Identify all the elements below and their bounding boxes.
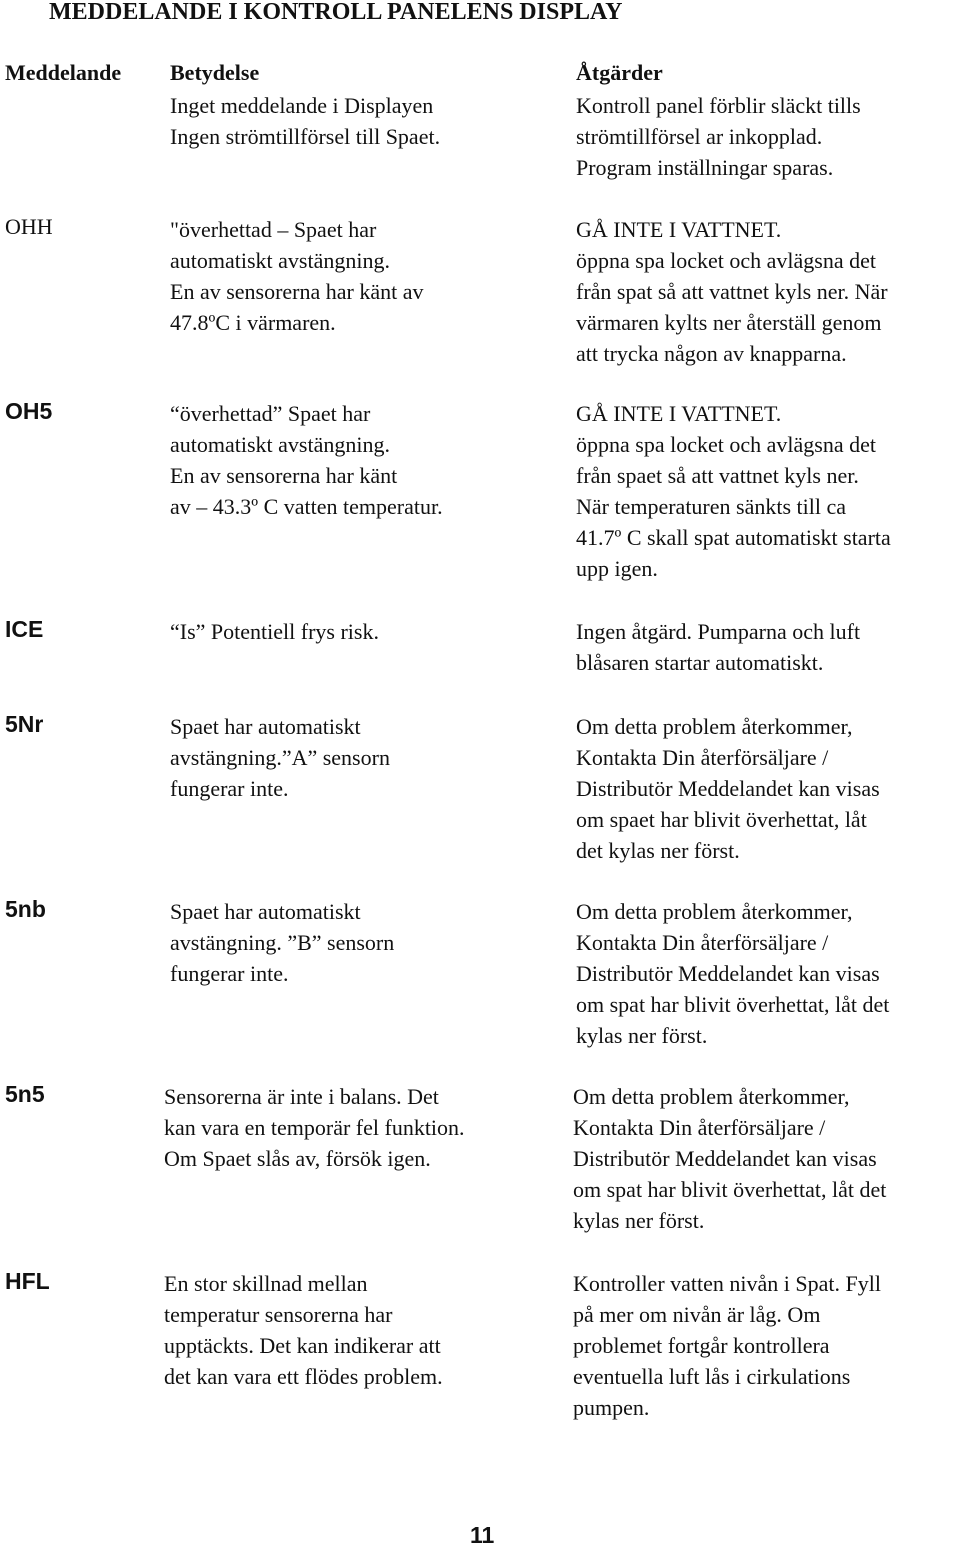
message-code: 5nb — [5, 896, 46, 922]
action-line: om spat har blivit överhettat, låt det — [576, 992, 890, 1017]
action-line: GÅ INTE I VATTNET. — [576, 217, 782, 242]
page-number: 11 — [470, 1522, 495, 1548]
meaning-line: En stor skillnad mellan — [164, 1271, 368, 1296]
meaning-line: “Is” Potentiell frys risk. — [170, 619, 379, 644]
header-meaning: Betydelse — [170, 60, 260, 85]
meaning-text — [164, 1081, 465, 1174]
action-line: från spaet så att vattnet kyls ner. — [576, 463, 859, 488]
action-line: Program inställningar sparas. — [576, 155, 834, 180]
meaning-line: temperatur sensorerna har — [164, 1302, 393, 1327]
action-line: Kontakta Din återförsäljare / — [576, 930, 829, 955]
action-line: öppna spa locket och avlägsna det — [576, 432, 876, 457]
action-text — [576, 711, 880, 866]
action-line: Kontroller vatten nivån i Spat. Fyll — [573, 1271, 881, 1296]
action-line: Distributör Meddelandet kan visas — [576, 776, 880, 801]
action-line: strömtillförsel ar inkopplad. — [576, 124, 823, 149]
meaning-line: kan vara en temporär fel funktion. — [164, 1115, 465, 1140]
action-text — [576, 90, 861, 183]
message-code: OHH — [5, 214, 53, 239]
action-line: Kontroll panel förblir släckt tills — [576, 93, 861, 118]
meaning-line: avstängning.”A” sensorn — [170, 745, 390, 770]
message-code: 5Nr — [5, 711, 44, 737]
action-line: Om detta problem återkommer, — [576, 899, 853, 924]
action-line: Distributör Meddelandet kan visas — [576, 961, 880, 986]
action-line: kylas ner först. — [576, 1023, 708, 1048]
meaning-line: automatiskt avstängning. — [170, 432, 390, 457]
meaning-line: Spaet har automatiskt — [170, 714, 361, 739]
meaning-line: "överhettad – Spaet har — [170, 217, 377, 242]
action-line: Distributör Meddelandet kan visas — [573, 1146, 877, 1171]
meaning-text — [170, 711, 390, 804]
action-line: problemet fortgår kontrollera — [573, 1333, 830, 1358]
meaning-text — [164, 1268, 443, 1392]
action-line: Ingen åtgärd. Pumparna och luft — [576, 619, 861, 644]
meaning-line: Ingen strömtillförsel till Spaet. — [170, 124, 441, 149]
meaning-line: En av sensorerna har känt — [170, 463, 398, 488]
meaning-line: Om Spaet slås av, försök igen. — [164, 1146, 431, 1171]
action-text — [576, 896, 889, 1051]
action-line: på mer om nivån är låg. Om — [573, 1302, 821, 1327]
meaning-line: fungerar inte. — [170, 776, 289, 801]
meaning-text — [170, 90, 440, 152]
meaning-line: Spaet har automatiskt — [170, 899, 361, 924]
meaning-text — [170, 896, 394, 989]
action-text — [576, 398, 891, 584]
meaning-line: upptäckts. Det kan indikerar att — [164, 1333, 441, 1358]
action-line: blåsaren startar automatiskt. — [576, 650, 824, 675]
message-code: OH5 — [5, 398, 53, 424]
action-line: upp igen. — [576, 556, 658, 581]
meaning-line: avstängning. ”B” sensorn — [170, 930, 395, 955]
action-text — [576, 616, 860, 678]
meaning-line: Inget meddelande i Displayen — [170, 93, 434, 118]
meaning-line: 47.8ºC i värmaren. — [170, 310, 336, 335]
action-line: pumpen. — [573, 1395, 650, 1420]
action-line: om spat har blivit överhettat, låt det — [573, 1177, 887, 1202]
meaning-text — [170, 398, 443, 522]
action-line: det kylas ner först. — [576, 838, 740, 863]
action-line: värmaren kylts ner återställ genom — [576, 310, 882, 335]
header-action: Åtgärder — [576, 60, 663, 85]
action-line: 41.7º C skall spat automatiskt starta — [576, 525, 891, 550]
meaning-line: av – 43.3º C vatten temperatur. — [170, 494, 443, 519]
action-line: att trycka någon av knapparna. — [576, 341, 847, 366]
message-code: 5n5 — [5, 1081, 45, 1107]
action-line: Om detta problem återkommer, — [573, 1084, 850, 1109]
action-text — [573, 1268, 881, 1423]
meaning-text — [170, 214, 424, 338]
action-line: GÅ INTE I VATTNET. — [576, 401, 782, 426]
meaning-line: fungerar inte. — [170, 961, 289, 986]
action-line: öppna spa locket och avlägsna det — [576, 248, 876, 273]
meaning-text — [170, 616, 379, 647]
action-text — [573, 1081, 886, 1236]
message-code: ICE — [5, 616, 44, 642]
action-line: eventuella luft lås i cirkulations — [573, 1364, 851, 1389]
meaning-line: En av sensorerna har känt av — [170, 279, 424, 304]
meaning-line: “överhettad” Spaet har — [170, 401, 371, 426]
header-message: Meddelande — [5, 60, 122, 85]
action-line: kylas ner först. — [573, 1208, 705, 1233]
action-line: från spat så att vattnet kyls ner. När — [576, 279, 888, 304]
message-code: HFL — [5, 1268, 50, 1294]
meaning-line: automatiskt avstängning. — [170, 248, 390, 273]
meaning-line: det kan vara ett flödes problem. — [164, 1364, 443, 1389]
meaning-line: Sensorerna är inte i balans. Det — [164, 1084, 439, 1109]
action-line: När temperaturen sänkts till ca — [576, 494, 847, 519]
action-line: Om detta problem återkommer, — [576, 714, 853, 739]
page-title: MEDDELANDE I KONTROLL PANELENS DISPLAY — [49, 0, 623, 25]
action-line: Kontakta Din återförsäljare / — [573, 1115, 826, 1140]
action-line: Kontakta Din återförsäljare / — [576, 745, 829, 770]
action-text — [576, 214, 888, 369]
action-line: om spaet har blivit överhettat, låt — [576, 807, 867, 832]
